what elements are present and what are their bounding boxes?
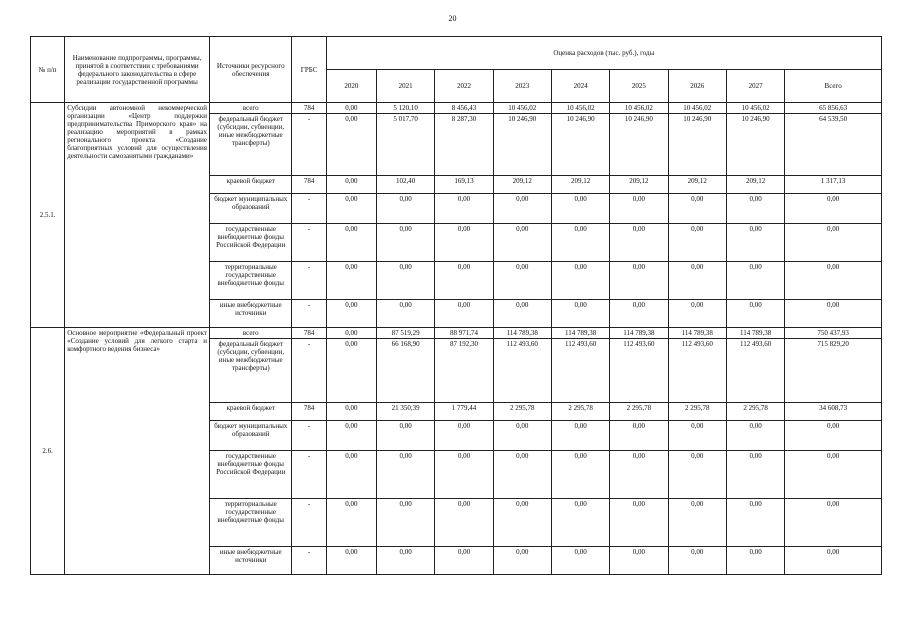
row-grbs: 784 xyxy=(292,176,326,194)
row-value: 0,00 xyxy=(726,499,784,547)
row-value: 0,00 xyxy=(376,547,434,575)
row-value: 2 295,78 xyxy=(551,403,609,421)
row-value: 0,00 xyxy=(726,194,784,224)
budget-table xyxy=(30,36,882,575)
row-value: 112 493,60 xyxy=(493,339,551,403)
header-name: Наименование подпрограммы, программы, принятой в соответствии с требованиями федерального законодательства в сфере реализации государственной программы xyxy=(65,37,210,103)
row-value: 10 456,02 xyxy=(668,103,726,114)
row-total: 64 539,50 xyxy=(785,114,882,176)
row-value: 209,12 xyxy=(551,176,609,194)
row-source: территориальные государственные внебюджетные фонды xyxy=(210,499,292,547)
row-value: 209,12 xyxy=(493,176,551,194)
row-value: 0,00 xyxy=(668,421,726,451)
row-name: Субсидии автономной некоммерческой организации «Центр поддержки предпринимательства Приморского края» на реализацию мероприятий в рамках регионального проекта «Создание благоприятных условий для осуществления деятельности самозанятыми гражданами» xyxy=(65,103,210,328)
row-value: 0,00 xyxy=(493,224,551,262)
header-estimate: Оценка расходов (тыс. руб.), годы xyxy=(326,37,881,70)
row-value: 0,00 xyxy=(326,114,376,176)
row-source: всего xyxy=(210,328,292,339)
row-value: 0,00 xyxy=(551,421,609,451)
row-value: 0,00 xyxy=(726,547,784,575)
row-name: Основное мероприятие «Федеральный проект «Создание условий для легкого старта и комфортного ведения бизнеса» xyxy=(65,328,210,575)
row-value: 0,00 xyxy=(668,451,726,499)
row-total: 34 608,73 xyxy=(785,403,882,421)
row-value: 0,00 xyxy=(726,300,784,328)
row-value: 0,00 xyxy=(326,176,376,194)
row-value: 10 246,90 xyxy=(551,114,609,176)
row-value: 0,00 xyxy=(435,451,493,499)
row-value: 8 287,30 xyxy=(435,114,493,176)
row-source: краевой бюджет xyxy=(210,403,292,421)
row-total: 715 829,20 xyxy=(785,339,882,403)
row-value: 0,00 xyxy=(726,421,784,451)
row-total: 0,00 xyxy=(785,451,882,499)
row-value: 0,00 xyxy=(376,451,434,499)
row-value: 114 789,38 xyxy=(610,328,668,339)
table-row xyxy=(31,103,882,114)
row-value: 0,00 xyxy=(435,499,493,547)
row-source: всего xyxy=(210,103,292,114)
row-total: 1 317,13 xyxy=(785,176,882,194)
row-value: 0,00 xyxy=(493,547,551,575)
row-value: 0,00 xyxy=(493,262,551,300)
row-grbs: - xyxy=(292,114,326,176)
row-total: 0,00 xyxy=(785,547,882,575)
row-value: 0,00 xyxy=(435,547,493,575)
row-value: 0,00 xyxy=(668,499,726,547)
row-total: 0,00 xyxy=(785,300,882,328)
row-value: 0,00 xyxy=(668,300,726,328)
row-value: 209,12 xyxy=(668,176,726,194)
row-source: иные внебюджетные источники xyxy=(210,300,292,328)
row-value: 10 456,02 xyxy=(493,103,551,114)
row-value: 10 246,90 xyxy=(610,114,668,176)
row-value: 0,00 xyxy=(493,194,551,224)
row-value: 10 246,90 xyxy=(493,114,551,176)
header-grbs: ГРБС xyxy=(292,37,326,103)
row-value: 0,00 xyxy=(726,451,784,499)
row-value: 21 350,39 xyxy=(376,403,434,421)
row-value: 0,00 xyxy=(435,262,493,300)
row-code: 2.5.1. xyxy=(31,103,65,328)
row-value: 0,00 xyxy=(326,103,376,114)
row-value: 0,00 xyxy=(610,421,668,451)
row-value: 112 493,60 xyxy=(668,339,726,403)
row-value: 0,00 xyxy=(326,547,376,575)
row-value: 8 456,43 xyxy=(435,103,493,114)
row-source: федеральный бюджет (субсидии, субвенции, иные межбюджетные трансферты) xyxy=(210,339,292,403)
row-value: 88 971,74 xyxy=(435,328,493,339)
row-total: 0,00 xyxy=(785,224,882,262)
row-grbs: - xyxy=(292,499,326,547)
row-value: 0,00 xyxy=(326,300,376,328)
header-year: 2022 xyxy=(435,70,493,103)
header-year: 2021 xyxy=(376,70,434,103)
row-value: 5 120,10 xyxy=(376,103,434,114)
row-value: 5 017,70 xyxy=(376,114,434,176)
row-total: 65 856,63 xyxy=(785,103,882,114)
row-grbs: - xyxy=(292,194,326,224)
row-grbs: - xyxy=(292,339,326,403)
row-value: 0,00 xyxy=(376,300,434,328)
header-year: 2027 xyxy=(726,70,784,103)
header-source: Источники ресурсного обеспечения xyxy=(210,37,292,103)
row-value: 169,13 xyxy=(435,176,493,194)
row-value: 0,00 xyxy=(726,224,784,262)
row-total: 0,00 xyxy=(785,262,882,300)
row-value: 102,40 xyxy=(376,176,434,194)
table-body xyxy=(31,103,882,575)
row-source: государственные внебюджетные фонды Российской Федерации xyxy=(210,451,292,499)
row-value: 0,00 xyxy=(326,339,376,403)
row-value: 0,00 xyxy=(551,262,609,300)
row-value: 0,00 xyxy=(493,300,551,328)
row-value: 0,00 xyxy=(668,194,726,224)
row-value: 209,12 xyxy=(610,176,668,194)
row-value: 0,00 xyxy=(376,499,434,547)
row-value: 0,00 xyxy=(610,547,668,575)
row-value: 112 493,60 xyxy=(551,339,609,403)
row-value: 0,00 xyxy=(326,262,376,300)
row-grbs: - xyxy=(292,421,326,451)
header-total: Всего xyxy=(785,70,882,103)
row-value: 0,00 xyxy=(493,499,551,547)
row-value: 0,00 xyxy=(551,451,609,499)
row-grbs: - xyxy=(292,451,326,499)
table-row xyxy=(31,328,882,339)
row-value: 0,00 xyxy=(376,262,434,300)
row-value: 0,00 xyxy=(376,421,434,451)
row-source: территориальные государственные внебюджетные фонды xyxy=(210,262,292,300)
row-value: 66 168,90 xyxy=(376,339,434,403)
row-value: 0,00 xyxy=(610,300,668,328)
row-value: 0,00 xyxy=(435,300,493,328)
row-total: 0,00 xyxy=(785,421,882,451)
row-value: 209,12 xyxy=(726,176,784,194)
row-value: 0,00 xyxy=(726,262,784,300)
row-value: 87 192,30 xyxy=(435,339,493,403)
row-value: 0,00 xyxy=(326,403,376,421)
row-value: 2 295,78 xyxy=(493,403,551,421)
row-value: 0,00 xyxy=(610,451,668,499)
row-grbs: - xyxy=(292,224,326,262)
header-num: № п/п xyxy=(31,37,65,103)
row-total: 0,00 xyxy=(785,499,882,547)
row-value: 0,00 xyxy=(610,224,668,262)
row-value: 1 779,44 xyxy=(435,403,493,421)
row-value: 0,00 xyxy=(668,224,726,262)
row-value: 10 456,02 xyxy=(726,103,784,114)
row-source: федеральный бюджет (субсидии, субвенции, иные межбюджетные трансферты) xyxy=(210,114,292,176)
row-value: 114 789,38 xyxy=(668,328,726,339)
row-value: 2 295,78 xyxy=(610,403,668,421)
row-source: бюджет муниципальных образований xyxy=(210,421,292,451)
row-grbs: - xyxy=(292,262,326,300)
header-year: 2026 xyxy=(668,70,726,103)
row-value: 112 493,60 xyxy=(726,339,784,403)
row-value: 0,00 xyxy=(376,224,434,262)
row-source: иные внебюджетные источники xyxy=(210,547,292,575)
row-value: 10 246,90 xyxy=(668,114,726,176)
row-total: 750 437,93 xyxy=(785,328,882,339)
row-value: 0,00 xyxy=(326,499,376,547)
row-value: 114 789,38 xyxy=(493,328,551,339)
row-source: краевой бюджет xyxy=(210,176,292,194)
row-source: бюджет муниципальных образований xyxy=(210,194,292,224)
row-value: 0,00 xyxy=(668,262,726,300)
row-value: 0,00 xyxy=(326,224,376,262)
header-year: 2024 xyxy=(551,70,609,103)
row-value: 10 456,02 xyxy=(610,103,668,114)
row-value: 0,00 xyxy=(326,328,376,339)
row-value: 0,00 xyxy=(551,547,609,575)
row-value: 0,00 xyxy=(551,224,609,262)
row-value: 87 519,29 xyxy=(376,328,434,339)
row-value: 0,00 xyxy=(435,224,493,262)
row-value: 114 789,38 xyxy=(551,328,609,339)
header-year: 2025 xyxy=(610,70,668,103)
row-source: государственные внебюджетные фонды Российской Федерации xyxy=(210,224,292,262)
row-grbs: 784 xyxy=(292,403,326,421)
row-value: 2 295,78 xyxy=(726,403,784,421)
row-value: 0,00 xyxy=(551,300,609,328)
row-value: 0,00 xyxy=(326,451,376,499)
row-value: 2 295,78 xyxy=(668,403,726,421)
row-value: 114 789,38 xyxy=(726,328,784,339)
header-year: 2020 xyxy=(326,70,376,103)
header-year: 2023 xyxy=(493,70,551,103)
row-grbs: - xyxy=(292,547,326,575)
row-value: 0,00 xyxy=(610,194,668,224)
row-value: 0,00 xyxy=(376,194,434,224)
row-value: 0,00 xyxy=(435,421,493,451)
row-grbs: 784 xyxy=(292,103,326,114)
row-value: 0,00 xyxy=(668,547,726,575)
row-value: 0,00 xyxy=(551,194,609,224)
row-value: 10 456,02 xyxy=(551,103,609,114)
row-value: 0,00 xyxy=(326,194,376,224)
row-value: 0,00 xyxy=(610,499,668,547)
row-value: 10 246,90 xyxy=(726,114,784,176)
row-total: 0,00 xyxy=(785,194,882,224)
row-value: 0,00 xyxy=(610,262,668,300)
row-code: 2.6. xyxy=(31,328,65,575)
row-value: 0,00 xyxy=(493,421,551,451)
row-value: 0,00 xyxy=(493,451,551,499)
page-number: 20 xyxy=(448,14,457,23)
row-grbs: 784 xyxy=(292,328,326,339)
row-value: 0,00 xyxy=(551,499,609,547)
row-value: 0,00 xyxy=(326,421,376,451)
row-grbs: - xyxy=(292,300,326,328)
row-value: 0,00 xyxy=(435,194,493,224)
row-value: 112 493,60 xyxy=(610,339,668,403)
